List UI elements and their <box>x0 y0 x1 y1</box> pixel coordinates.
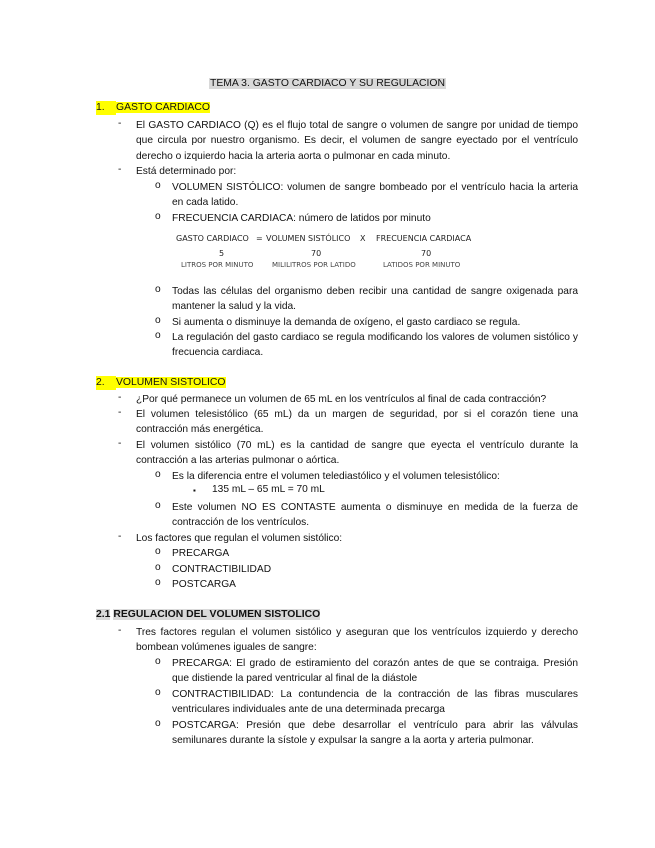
circle-bullet: o <box>155 284 161 295</box>
factor-precarga: PRECARGA <box>172 548 230 559</box>
circle-bullet: o <box>155 211 161 222</box>
formula-vs: VOLUMEN SISTÓLICO <box>266 234 351 243</box>
dash-marker: - <box>118 118 122 129</box>
page-title <box>0 78 655 89</box>
s2-paragraph-2: El volumen telesistólico (65 mL) da un margen de seguridad, por si el corazón tiene una contracción más energética. <box>136 409 578 436</box>
circle-bullet: o <box>155 562 161 573</box>
formula-fc: FRECUENCIA CARDIACA <box>376 234 472 243</box>
square-bullet: ▪ <box>193 486 196 495</box>
section-2-title: VOLUMEN SISTOLICO <box>116 377 226 388</box>
circle-bullet: o <box>155 180 161 191</box>
s1-bullet-demand: Si aumenta o disminuye la demanda de oxígeno, el gasto cardiaco se regula. <box>172 317 521 328</box>
circle-bullet: o <box>155 330 161 341</box>
dash-marker: - <box>118 392 122 403</box>
circle-bullet: o <box>155 546 161 557</box>
section-2-heading <box>96 376 226 390</box>
s1-bullet-fc: FRECUENCIA CARDIACA: número de latidos por minuto <box>172 213 431 224</box>
circle-bullet: o <box>155 656 161 667</box>
formula-unit-gc: LITROS POR MINUTO <box>181 261 254 269</box>
section-1-title: GASTO CARDIACO <box>116 102 210 113</box>
s1-paragraph-2: Está determinado por: <box>136 166 237 177</box>
page-title-text: TEMA 3. GASTO CARDIACO Y SU REGULACION <box>209 78 445 89</box>
section-1-number: 1. <box>96 101 116 115</box>
section-2-1-heading <box>96 608 320 622</box>
s1-bullet-vs: VOLUMEN SISTÓLICO: volumen de sangre bombeado por el ventrículo hacia la arteria en cada latido. <box>172 182 578 209</box>
dash-marker: - <box>118 625 122 636</box>
formula-times: X <box>360 234 366 243</box>
s1-bullet-regulation: La regulación del gasto cardiaco se regula modificando los valores de volumen sistólico y frecuencia cardiaca. <box>172 332 578 359</box>
factor-postcarga: POSTCARGA <box>172 579 236 590</box>
section-2-number: 2. <box>96 376 116 390</box>
s2-bullet-not-constant: Este volumen NO ES CONTASTE aumenta o disminuye en medida de la fuerza de contracción de los ventrículos. <box>172 502 578 529</box>
formula-value-fc: 70 <box>421 249 432 258</box>
circle-bullet: o <box>155 577 161 588</box>
s21-bullet-postcarga: POSTCARGA: Presión que debe desarrollar el ventrículo para abrir las válvulas semilunares durante la sístole y expulsar la sangre a la aorta y arteria pulmonar. <box>172 720 578 747</box>
formula-value-gc: 5 <box>219 249 225 258</box>
s2-paragraph-3: El volumen sistólico (70 mL) es la cantidad de sangre que eyecta el ventrículo durante la contracción a las arterias pulmonar o aórtica. <box>136 440 578 467</box>
formula-unit-vs: MILILITROS POR LATIDO <box>272 261 356 269</box>
section-1-heading <box>96 101 210 115</box>
s2-paragraph-1: ¿Por qué permanece un volumen de 65 mL en los ventrículos al final de cada contracción? <box>136 394 547 405</box>
s2-paragraph-4: Los factores que regulan el volumen sistólico: <box>136 533 343 544</box>
section-2-1-title: REGULACION DEL VOLUMEN SISTOLICO <box>113 609 321 620</box>
s1-paragraph-1: El GASTO CARDIACO (Q) es el flujo total de sangre o volumen de sangre por unidad de tiempo que circula por nuestro organismo. Es decir, el volumen de sangre eyectado por el ventrículo derecho o izquierdo hacia la arteria aorta o pulmonar en cada minuto. <box>136 120 578 162</box>
s2-calculation: 135 mL – 65 mL = 70 mL <box>212 484 325 495</box>
formula-value-vs: 70 <box>311 249 322 258</box>
dash-marker: - <box>118 531 122 542</box>
dash-marker: - <box>118 407 122 418</box>
circle-bullet: o <box>155 469 161 480</box>
dash-marker: - <box>118 164 122 175</box>
formula-unit-fc: LATIDOS POR MINUTO <box>383 261 461 269</box>
circle-bullet: o <box>155 315 161 326</box>
circle-bullet: o <box>155 718 161 729</box>
s21-bullet-contractibilidad: CONTRACTIBILIDAD: La contundencia de la contracción de las fibras musculares ventriculares individuales ante de una determinada precarga <box>172 689 578 716</box>
formula-equals: = <box>256 234 263 243</box>
circle-bullet: o <box>155 687 161 698</box>
formula-gc: GASTO CARDIACO <box>176 234 249 243</box>
factor-contractibilidad: CONTRACTIBILIDAD <box>172 564 272 575</box>
s21-paragraph-1: Tres factores regulan el volumen sistólico y aseguran que los ventrículos izquierdo y derecho bombean volúmenes iguales de sangre: <box>136 627 578 654</box>
s21-bullet-precarga: PRECARGA: El grado de estiramiento del corazón antes de que se contraiga. Presión que distiende la pared ventricular al final de la diástole <box>172 658 578 685</box>
circle-bullet: o <box>155 500 161 511</box>
dash-marker: - <box>118 438 122 449</box>
s2-bullet-difference: Es la diferencia entre el volumen telediastólico y el volumen telesistólico: <box>172 471 500 482</box>
s1-bullet-cells: Todas las células del organismo deben recibir una cantidad de sangre oxigenada para mantener la salud y la vida. <box>172 286 578 313</box>
section-2-1-number: 2.1 <box>96 609 111 620</box>
